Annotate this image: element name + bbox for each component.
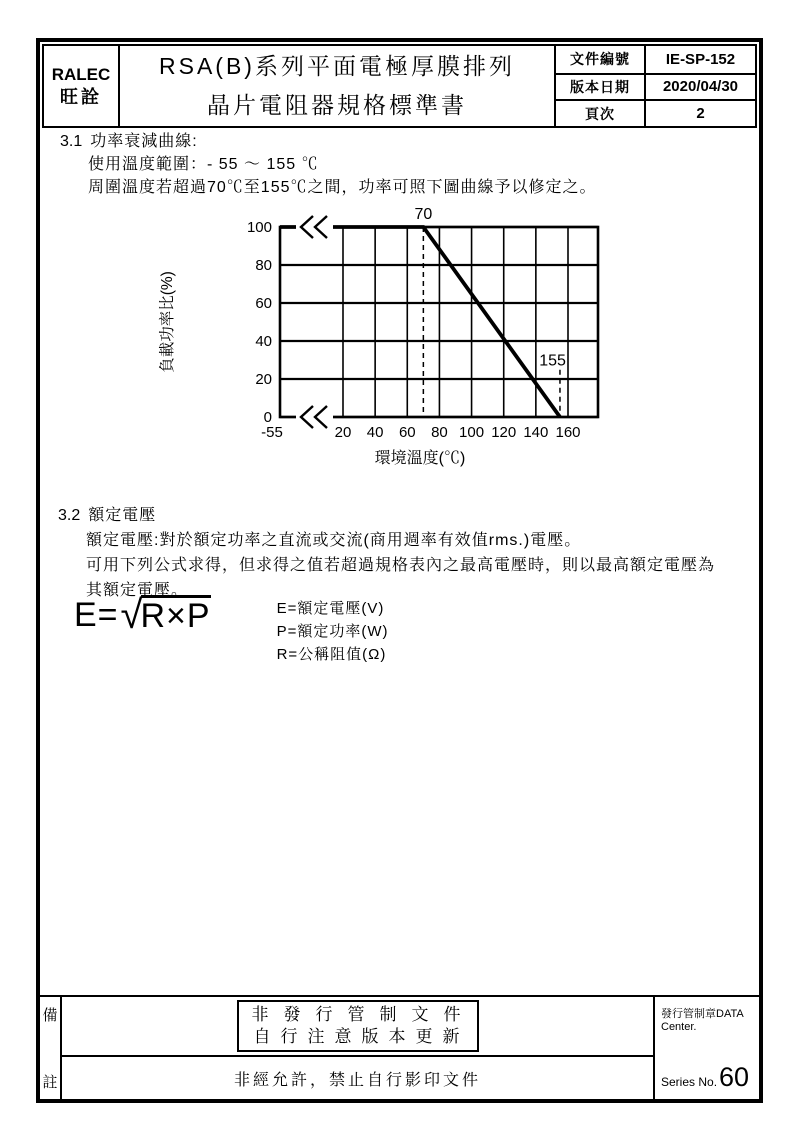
- company-logo-latin: RALEC: [51, 65, 111, 84]
- svg-text:100: 100: [459, 424, 485, 441]
- section-3-1-line1: 使用溫度範圍：- 55 ～ 155 ℃: [88, 156, 319, 173]
- section-3-1-line2: 周圍溫度若超過70℃至155℃之間，功率可照下圖曲線予以修定之。: [88, 179, 597, 196]
- document-title-line1: RSA(B)系列平面電極厚膜排列: [159, 53, 515, 79]
- svg-text:40: 40: [366, 424, 384, 441]
- section-3-2-line2: 可用下列公式求得，但求得之值若超過規格表內之最高電壓時，則以最高額定電壓為: [86, 557, 716, 574]
- power-derating-chart: [158, 203, 628, 476]
- svg-text:80: 80: [431, 424, 448, 441]
- svg-text:20: 20: [255, 371, 272, 388]
- derating-chart-svg: [158, 203, 628, 471]
- svg-text:140: 140: [523, 424, 549, 441]
- section-3-1-number: 3.1: [60, 133, 83, 150]
- formula-radicand: R×P: [140, 597, 211, 635]
- annotation-label: 155: [539, 352, 566, 370]
- formula-lhs: E=: [74, 596, 119, 634]
- company-logo-chinese: 旺詮: [60, 87, 102, 107]
- doc-number-row: [556, 46, 755, 73]
- svg-text:60: 60: [255, 295, 272, 312]
- notice-row: [62, 997, 653, 1055]
- notice-line1: 非發行管制文件: [251, 1005, 476, 1024]
- svg-text:160: 160: [555, 424, 581, 441]
- remarks-char-top: 備: [42, 1007, 58, 1024]
- page-number-value: 2: [696, 105, 705, 123]
- document-info-table: [556, 46, 755, 126]
- series-number: [661, 1062, 750, 1092]
- version-date-value: 2020/04/30: [662, 78, 739, 96]
- svg-text:120: 120: [491, 424, 517, 441]
- section-3-1: [60, 130, 597, 199]
- rated-voltage-formula: [74, 595, 211, 635]
- derating-line: [280, 227, 560, 417]
- remarks-column: [40, 997, 62, 1099]
- annotation-label: 70: [414, 206, 433, 223]
- section-3-2-title: 額定電壓: [88, 507, 157, 524]
- uncontrolled-document-notice-box: [237, 1000, 479, 1052]
- svg-text:-55: -55: [261, 424, 283, 441]
- doc-number-value: IE-SP-152: [665, 50, 736, 68]
- series-number-label: Series No.: [661, 1075, 718, 1089]
- company-logo: [44, 46, 120, 126]
- rated-voltage-formula-block: [74, 595, 389, 666]
- section-3-1-heading: [60, 130, 597, 153]
- document-header-table: [42, 44, 757, 128]
- formula-legend-e: E=額定電壓(V): [276, 600, 385, 617]
- remarks-char-bottom: 註: [42, 1074, 58, 1091]
- doc-number-label: 文件編號: [556, 46, 646, 73]
- y-axis-title: 負載功率比(%): [159, 271, 176, 373]
- formula-legend-r: R=公稱阻值(Ω): [276, 646, 387, 663]
- svg-text:60: 60: [398, 424, 416, 441]
- svg-text:40: 40: [255, 333, 272, 350]
- section-3-2-line1: 額定電壓:對於額定功率之直流或交流(商用週率有效值rms.)電壓。: [86, 532, 582, 549]
- sqrt-radical-sign: √: [120, 593, 144, 637]
- notice-line2: 自行注意版本更新: [253, 1027, 470, 1046]
- copy-prohibition-notice: 非經允許，禁止自行影印文件: [62, 1055, 653, 1099]
- section-3-2-number: 3.2: [58, 507, 81, 524]
- page-number-label: 頁次: [556, 101, 646, 126]
- svg-text:100: 100: [246, 219, 272, 236]
- section-3-2-heading: [58, 503, 715, 528]
- formula-legend-p: P=額定功率(W): [276, 623, 389, 640]
- document-footer: [40, 995, 759, 1099]
- series-number-value: 60: [719, 1062, 750, 1092]
- footer-right-column: [653, 997, 759, 1099]
- document-title: [120, 46, 556, 126]
- page-number-row: [556, 99, 755, 126]
- version-date-row: [556, 73, 755, 100]
- section-3-1-title: 功率衰減曲線:: [90, 133, 198, 150]
- chart-grid: [280, 227, 598, 417]
- page-border-frame: [36, 38, 763, 1103]
- formula-legend: [277, 595, 389, 666]
- document-title-line2: 晶片電阻器規格標準書: [207, 92, 467, 118]
- section-3-2: [58, 503, 715, 603]
- svg-text:80: 80: [255, 257, 272, 274]
- svg-text:20: 20: [334, 424, 352, 441]
- issue-control-stamp-label: 發行管制章DATA Center.: [661, 1008, 744, 1033]
- tick-labels: [247, 219, 581, 441]
- version-date-label: 版本日期: [556, 75, 646, 100]
- section-3-2-line3: 其額定電壓。: [86, 582, 189, 599]
- svg-text:0: 0: [263, 409, 272, 426]
- footer-middle-column: [62, 997, 653, 1099]
- x-axis-title: 環境溫度(℃): [374, 450, 466, 467]
